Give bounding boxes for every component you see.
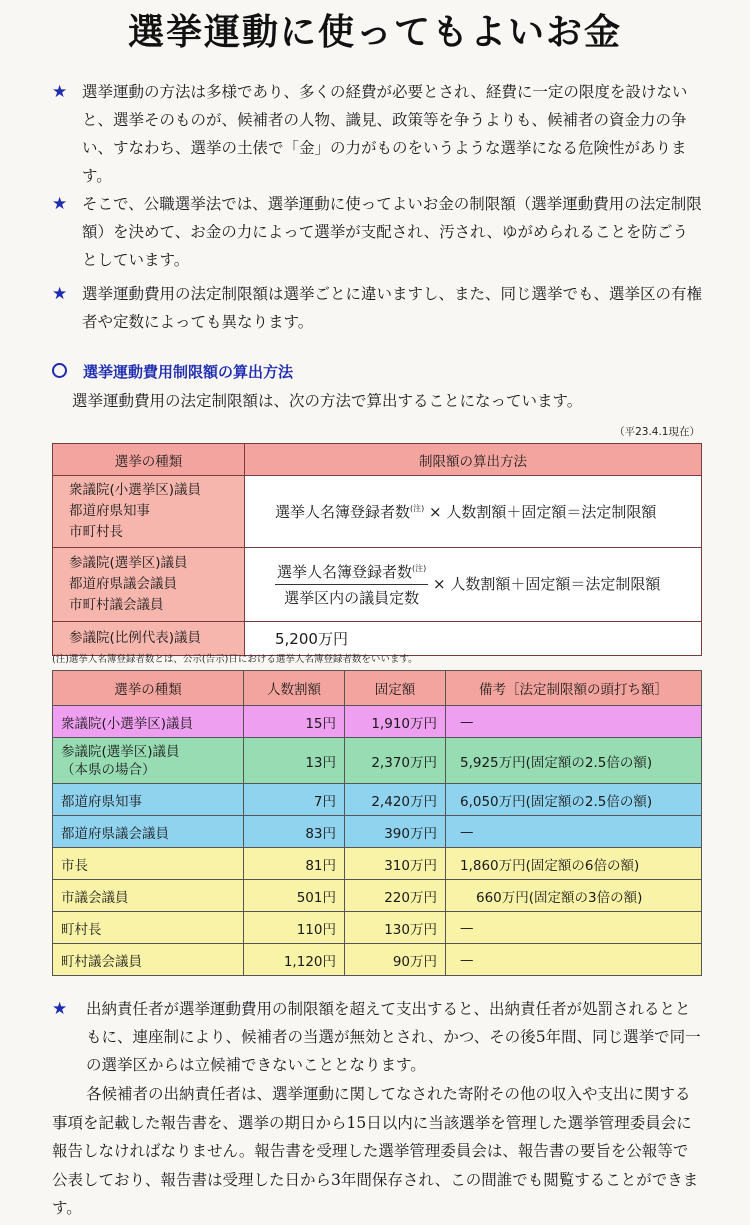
formula-3: 5,200万円 [245, 622, 702, 656]
as-of-date: （平23.4.1現在） [614, 426, 700, 438]
table-row: 参議院(選挙区)議員 （本県の場合） 13円 2,370万円 5,925万円(固定額の2.5倍の額) [53, 738, 702, 784]
table-row: 市議会議員 501円 220万円 660万円(固定額の3倍の額) [53, 880, 702, 912]
kinds-group-3: 参議院(比例代表)議員 [53, 622, 245, 656]
header-per-person: 人数割額 [244, 671, 345, 706]
star-icon: ★ [52, 82, 68, 102]
star-icon: ★ [52, 284, 68, 304]
header-kind: 選挙の種類 [53, 671, 244, 706]
table-row: 市長 81円 310万円 1,860万円(固定額の6倍の額) [53, 848, 702, 880]
paragraph-1: ★ 選挙運動の方法は多様であり、多くの経費が必要とされ、経費に一定の限度を設けないと、選挙そのものが、候補者の人物、識見、政策等を争うよりも、候補者の資金力の争い、すなわち、選挙の土俵で「金」の力がものをいうような選挙になる危険性があります。 [52, 78, 702, 190]
closing-paragraph-1: ★ 出納責任者が選挙運動費用の制限額を超えて支出すると、出納責任者が処罰されるとともに、連座制により、候補者の当選が無効とされ、かつ、その後5年間、同じ選挙で同一の選挙区からは立候補できないこととなります。 [52, 995, 702, 1079]
formula-1: 選挙人名簿登録者数$^{(注)}$ × 人数割額＋固定額＝法定制限額 [245, 476, 702, 548]
table-row: 都道府県知事 7円 2,420万円 6,050万円(固定額の2.5倍の額) [53, 784, 702, 816]
circle-icon [52, 363, 67, 378]
kinds-group-2: 参議院(選挙区)議員 都道府県議会議員 市町村議会議員 [53, 548, 245, 622]
fraction: $\frac{選挙人名簿登録者数^{(注)}}{\text{選挙区内の議員定数}}$ [277, 563, 427, 607]
header-kind: 選挙の種類 [53, 444, 245, 476]
table-row: 町村長 110円 130万円 — [53, 912, 702, 944]
star-icon: ★ [52, 194, 68, 214]
table-row: 町村議会議員 1,120円 90万円 — [53, 944, 702, 976]
section-intro: 選挙運動費用の法定制限額は、次の方法で算出することになっています。 [72, 392, 583, 410]
header-note: 備考［法定制限額の頭打ち額］ [446, 671, 702, 706]
kinds-group-1: 衆議院(小選挙区)議員 都道府県知事 市町村長 [53, 476, 245, 548]
formula-table [52, 443, 702, 656]
header-fixed: 固定額 [345, 671, 446, 706]
rate-table [52, 670, 702, 976]
paragraph-3: ★ 選挙運動費用の法定制限額は選挙ごとに違いますし、また、同じ選挙でも、選挙区の有権者や定数によっても異なります。 [52, 280, 702, 336]
paragraph-2: ★ そこで、公職選挙法では、選挙運動に使ってよいお金の制限額（選挙運動費用の法定制限額）を決めて、お金の力によって選挙が支配され、汚され、ゆがめられることを防ごうとしています。 [52, 190, 702, 274]
table-row: 衆議院(小選挙区)議員 15円 1,910万円 — [53, 706, 702, 738]
page-title: 選挙運動に使ってもよいお金 [127, 11, 622, 53]
section-heading: 選挙運動費用制限額の算出方法 [52, 361, 293, 382]
header-formula: 制限額の算出方法 [245, 444, 702, 476]
footnote: (注)選挙人名簿登録者数とは、公示(告示)日における選挙人名簿登録者数をいいます。 [52, 654, 418, 665]
table-row: 都道府県議会議員 83円 390万円 — [53, 816, 702, 848]
closing-paragraph-2: 各候補者の出納責任者は、選挙運動に関してなされた寄附その他の収入や支出に関する事項を記載した報告書を、選挙の期日から15日以内に当該選挙を管理した選挙管理委員会に報告しなければなりません。報告書を受理した選挙管理委員会は、報告書の要旨を公報等で公表しており、報告書は受理した日から3年間保存され、この間誰でも閲覧することができます。 [52, 1085, 699, 1217]
formula-2: $\frac{選挙人名簿登録者数^{(注)}}{\text{選挙区内の議員定数}}$ × 人数割額＋固定額＝法定制限額 [245, 548, 702, 622]
star-icon: ★ [52, 999, 68, 1019]
